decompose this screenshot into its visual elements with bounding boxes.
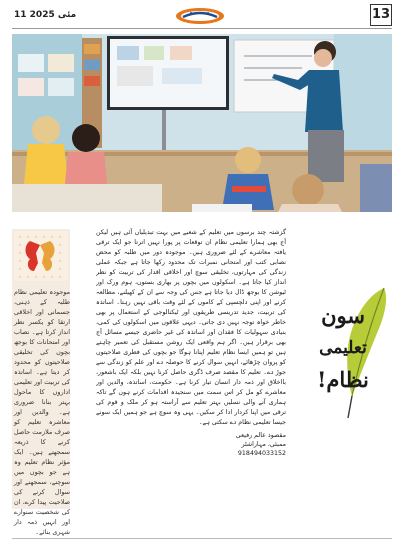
article-body <box>96 228 286 538</box>
author-phone: 918494033152 <box>237 450 286 457</box>
page-number: 13 <box>370 4 392 26</box>
classroom-photo <box>12 34 392 212</box>
masthead-logo <box>175 7 225 25</box>
page-bottom-divider <box>12 538 392 539</box>
headline-line-1: سون <box>321 303 365 328</box>
article-paragraph: گزشتہ چند برسوں میں تعلیم کے شعبے میں بہت تبدیلیاں آئی ہیں لیکن آج بھی ہمارا تعلیمی نظام ان توقعات پر پورا نہیں اترتا جو ایک ترقی یافتہ معاشرے کے لئے ضروری ہیں۔ موجودہ دور میں طلبہ کو محض نصابی کتب اور امتحانی نمبرات تک محدود رکھا جاتا ہے جبکہ عملی زندگی کی مہارتوں، تخلیقی سوچ اور اخلاقی اقدار کی تربیت کو نظر انداز کیا جاتا ہے۔ اسکولوں میں بچوں پر بھاری بستوں، ہوم ورک اور ٹیوشن کا بوجھ ڈال دیا جاتا ہے جس کی وجہ سے ان کے کھیلنے، مطالعہ کرنے اور اپنی دلچسپی کے کاموں کے لئے وقت باقی نہیں رہتا۔ اساتذہ کی تربیت، جدید تدریسی طریقوں اور ٹیکنالوجی کے استعمال پر بھی خاطر خواہ توجہ نہیں دی جاتی۔ دیہی علاقوں میں اسکولوں کی کمی، بنیادی سہولیات کا فقدان اور اساتذہ کی غیر حاضری جیسے مسائل آج بھی برقرار ہیں۔ اگر ہم واقعی ایک روشن مستقبل کی تعمیر چاہتے ہیں تو ہمیں ایسا نظام تعلیم اپنانا ہوگا جو بچوں کی فطری صلاحیتوں کو پروان چڑھائے، انہیں سوال کرنے کا حوصلہ دے اور علم کو زندگی سے جوڑ دے۔ تعلیم کا مقصد صرف ڈگری حاصل کرنا نہیں بلکہ ایک باشعور، بااخلاق اور ذمہ دار انسان تیار کرنا ہے۔ حکومت، اساتذہ، والدین اور معاشرے کو مل کر اس سمت میں سنجیدہ اقدامات کرنے ہوں گے تاکہ ہماری آنے والی نسلیں بہتر تعلیم سے آراستہ ہو کر ملک و قوم کی ترقی میں اپنا کردار ادا کر سکیں۔ یہی وہ سوچ ہے جو ہمیں ایک سونے جیسا تعلیمی نظام دے سکتی ہے۔ <box>96 229 286 426</box>
author-location: ممبئی، مہاراشٹر <box>241 441 286 448</box>
header-divider <box>12 28 392 29</box>
decorative-emblem <box>14 231 68 281</box>
headline-line-3: نظام! <box>317 367 369 392</box>
author-name: مقصود عالم رفیعی <box>235 432 286 439</box>
issue-date: 11 مئی 2025 <box>14 10 77 20</box>
sidebar-text: موجودہ تعلیمی نظام طلبہ کے ذہنی، جسمانی اور اخلاقی ارتقا کو یکسر نظر انداز کرتا ہے۔ نصاب اور امتحانات کا بوجھ بچوں کی تخلیقی صلاحیتوں کو محدود کر دیتا ہے۔ اساتذہ کی تربیت اور تعلیمی اداروں کا ماحول بہتر بنانا ضروری ہے۔ والدین اور معاشرہ تعلیم کو صرف ملازمت حاصل کرنے کا ذریعہ سمجھتے ہیں۔ ایک مؤثر نظام تعلیم وہ ہے جو بچوں میں سوچنے، سمجھنے اور سوال کرنے کی صلاحیت پیدا کرے، ان کی شخصیت سنوارے اور انہیں ذمہ دار شہری بنائے۔ <box>14 288 70 536</box>
headline-line-2: تعلیمی <box>319 338 367 358</box>
author-byline <box>96 431 286 458</box>
page-header <box>0 0 400 30</box>
article-headline <box>300 300 386 396</box>
